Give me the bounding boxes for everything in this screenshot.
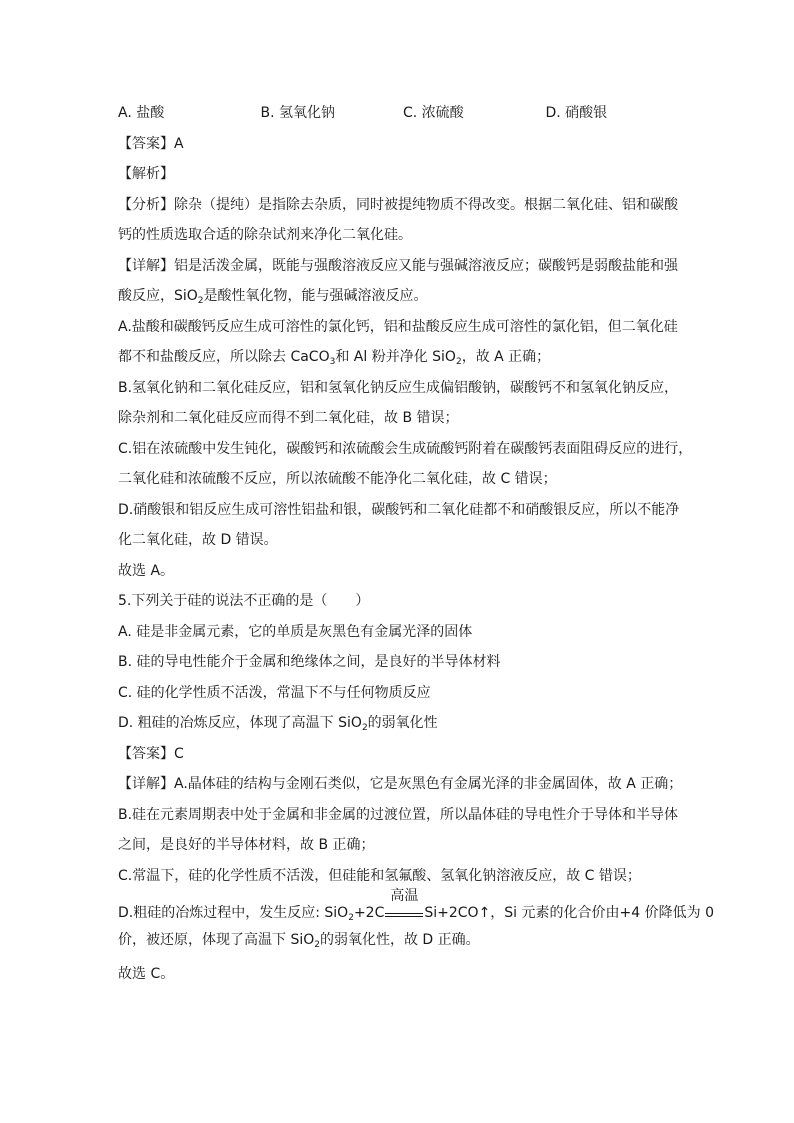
q4-xiangjie-line-2: 酸反应，SiO$_2$是酸性氧化物，能与强碱溶液反应。: [118, 288, 428, 306]
q4-a-line-1: A.盐酸和碳酸钙反应生成可溶性的氯化钙，铝和盐酸反应生成可溶性的氯化铝，但二氧化硅: [118, 318, 678, 335]
q5-option-c: C. 硅的化学性质不活泼，常温下不与任何物质反应: [118, 684, 431, 701]
q4-xiangjie-line-1: 【详解】铝是活泼金属，既能与强酸溶液反应又能与强碱溶液反应；碳酸钙是弱酸盐能和强: [118, 257, 678, 274]
q5-d-line-1: D.粗硅的冶炼过程中，发生反应: SiO$_2$+2C 高温 Si+2CO↑，Si 元素的化合价由+4 价降低为 0: [118, 888, 714, 923]
q4-b-line-1: B.氢氧化钠和二氧化硅反应，铝和氢氧化钠反应生成偏铝酸钠，碳酸钙不和氢氧化钠反应，: [118, 379, 679, 396]
option-d: D. 硝酸银: [545, 105, 608, 121]
option-a: A. 盐酸: [118, 105, 165, 121]
q4-fenxi-line-1: 【分析】除杂（提纯）是指除去杂质，同时被提纯物质不得改变。根据二氧化硅、铝和碳酸: [118, 196, 678, 213]
q5-b-line-2: 之间，是良好的半导体材料，故 B 正确；: [118, 837, 375, 853]
q5-b-line-1: B.硅在元素周期表中处于金属和非金属的过渡位置，所以晶体硅的导电性介于导体和半导体: [118, 806, 679, 823]
q5-conclusion: 故选 C。: [118, 966, 175, 982]
q5-xiangjie-a: 【详解】A.晶体硅的结构与金刚石类似，它是灰黑色有金属光泽的非金属固体，故 A 正确；: [118, 776, 683, 792]
q5-option-a: A. 硅是非金属元素，它的单质是灰黑色有金属光泽的固体: [118, 623, 473, 640]
option-b: B. 氢氧化钠: [260, 105, 336, 121]
q4-a-line-2: 都不和盐酸反应，所以除去 CaCO$_3$和 Al 粉并净化 SiO$_2$，故 A 正确；: [118, 349, 551, 367]
q4-d-line-1: D.硝酸银和铝反应生成可溶性铝盐和银，碳酸钙和二氧化硅都不和硝酸银反应，所以不能净: [118, 501, 680, 518]
q4-c-line-2: 二氧化硅和浓硫酸不反应，所以浓硫酸不能净化二氧化硅，故 C 错误；: [118, 471, 557, 487]
document-page: [118, 100, 714, 992]
q5-c-line-1: C.常温下，硅的化学性质不活泼，但硅能和氢氟酸、氢氧化钠溶液反应，故 C 错误；: [118, 867, 641, 884]
q4-answer: 【答案】A: [118, 135, 184, 152]
q5-option-d: D. 粗硅的冶炼反应，体现了高温下 SiO$_2$的弱氧化性: [118, 715, 438, 733]
reaction-condition-arrow: [385, 888, 423, 917]
reaction-condition-label: 高温: [390, 888, 419, 904]
q4-c-line-1: C.铝在浓硫酸中发生钝化，碳酸钙和浓硫酸会生成硫酸钙附着在碳酸钙表面阻碍反应的进行，: [118, 440, 693, 457]
q4-options: [118, 100, 688, 131]
q5-d-line-2: 价，被还原，体现了高温下 SiO$_2$的弱氧化性，故 D 正确。: [118, 932, 480, 950]
q5-answer: 【答案】C: [118, 745, 184, 762]
equals-sign-icon: [385, 913, 423, 917]
q4-fenxi-line-2: 钙的性质选取合适的除杂试剂来净化二氧化硅。: [118, 227, 412, 243]
q4-conclusion: 故选 A。: [118, 562, 175, 579]
q4-d-line-2: 化二氧化硅，故 D 错误。: [118, 532, 278, 548]
option-c: C. 浓硫酸: [403, 105, 464, 121]
q5-option-b: B. 硅的导电性能介于金属和绝缘体之间，是良好的半导体材料: [118, 654, 501, 670]
q4-analysis-heading: 【解析】: [118, 166, 174, 182]
q5-stem: 5.下列关于硅的说法不正确的是（ ）: [118, 593, 370, 609]
q4-b-line-2: 除杂剂和二氧化硅反应而得不到二氧化硅，故 B 错误；: [118, 410, 459, 426]
